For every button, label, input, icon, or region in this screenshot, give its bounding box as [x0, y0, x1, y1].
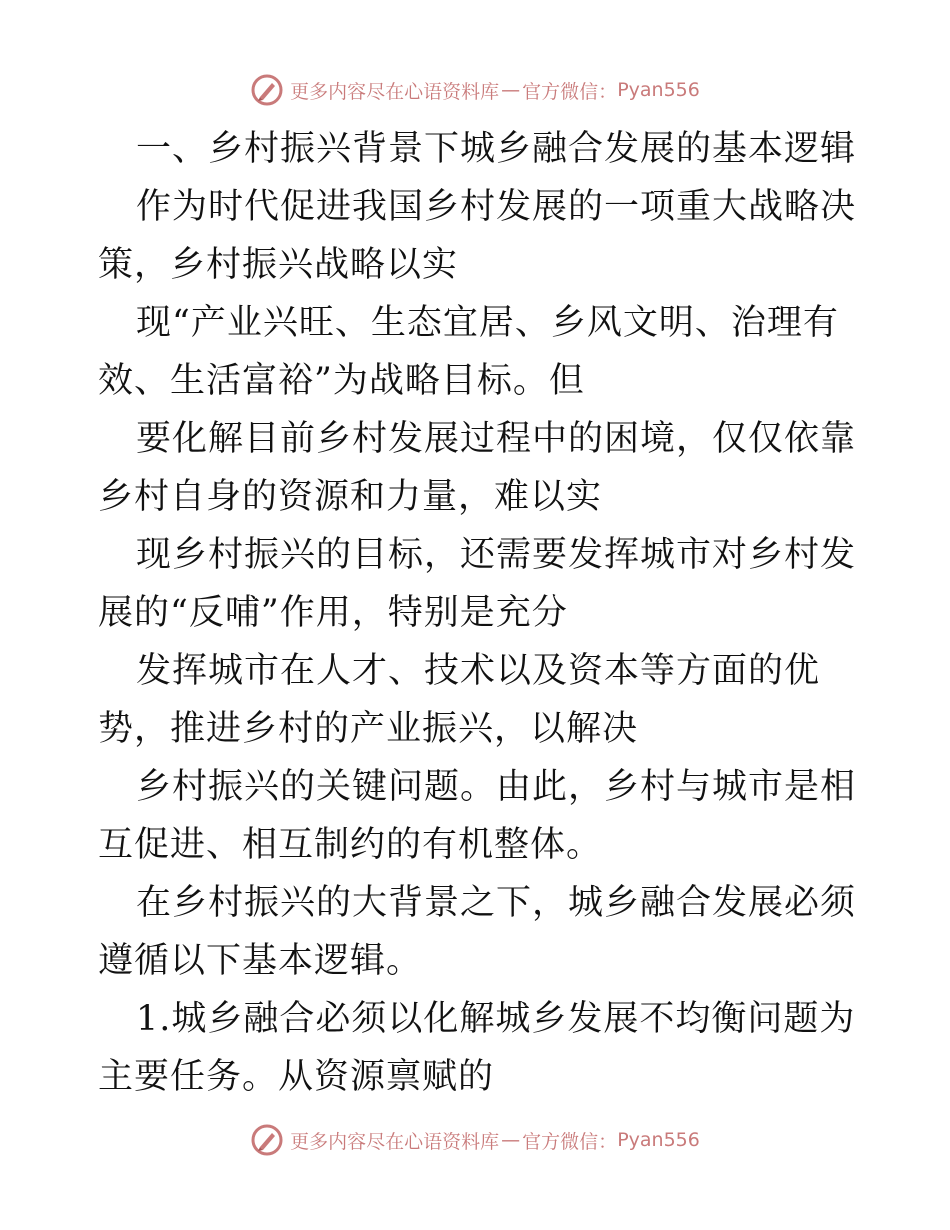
pen-logo-icon: [250, 1123, 284, 1157]
paragraph: [98, 990, 858, 1106]
paragraph: [98, 526, 858, 642]
paragraph: [98, 178, 858, 294]
paragraph: [98, 294, 858, 410]
paragraph: [98, 642, 858, 758]
paragraph-text: 要化解目前乡村发展过程中的困境，仅仅依靠乡村自身的资源和力量，难以实: [98, 419, 857, 517]
watermark-separator: —: [501, 1129, 521, 1151]
paragraph-text: 乡村振兴的关键问题。由此，乡村与城市是相互促进、相互制约的有机整体。: [98, 767, 857, 865]
watermark-text: 更多内容尽在心语资料库: [290, 1130, 500, 1153]
paragraph: [98, 410, 858, 526]
watermark-contact-id: Pyan556: [617, 79, 700, 101]
header-watermark: [0, 70, 950, 110]
watermark-text: 更多内容尽在心语资料库: [290, 80, 500, 103]
pen-logo-icon: [250, 73, 284, 107]
paragraph-heading: [98, 120, 858, 178]
paragraph-text: 作为时代促进我国乡村发展的一项重大战略决策，乡村振兴战略以实: [98, 187, 857, 285]
paragraph-text: 1.城乡融合必须以化解城乡发展不均衡问题为主要任务。从资源禀赋的: [98, 999, 856, 1097]
paragraph-text: 一、乡村振兴背景下城乡融合发展的基本逻辑: [136, 129, 857, 169]
paragraph-text: 发挥城市在人才、技术以及资本等方面的优势，推进乡村的产业振兴，以解决: [98, 651, 821, 749]
watermark-contact-label: 官方微信：: [522, 80, 618, 103]
paragraph: [98, 758, 858, 874]
document-body: [98, 120, 858, 1106]
paragraph-text: 现乡村振兴的目标，还需要发挥城市对乡村发展的“反哺”作用，特别是充分: [98, 535, 857, 633]
paragraph-text: 在乡村振兴的大背景之下，城乡融合发展必须遵循以下基本逻辑。: [98, 883, 857, 981]
paragraph-text: 现“产业兴旺、生态宜居、乡风文明、治理有效、生活富裕”为战略目标。但: [98, 303, 839, 401]
watermark-contact-id: Pyan556: [617, 1129, 700, 1151]
watermark-contact-label: 官方微信：: [522, 1130, 618, 1153]
paragraph: [98, 874, 858, 990]
footer-watermark: [0, 1120, 950, 1160]
watermark-separator: —: [501, 79, 521, 101]
